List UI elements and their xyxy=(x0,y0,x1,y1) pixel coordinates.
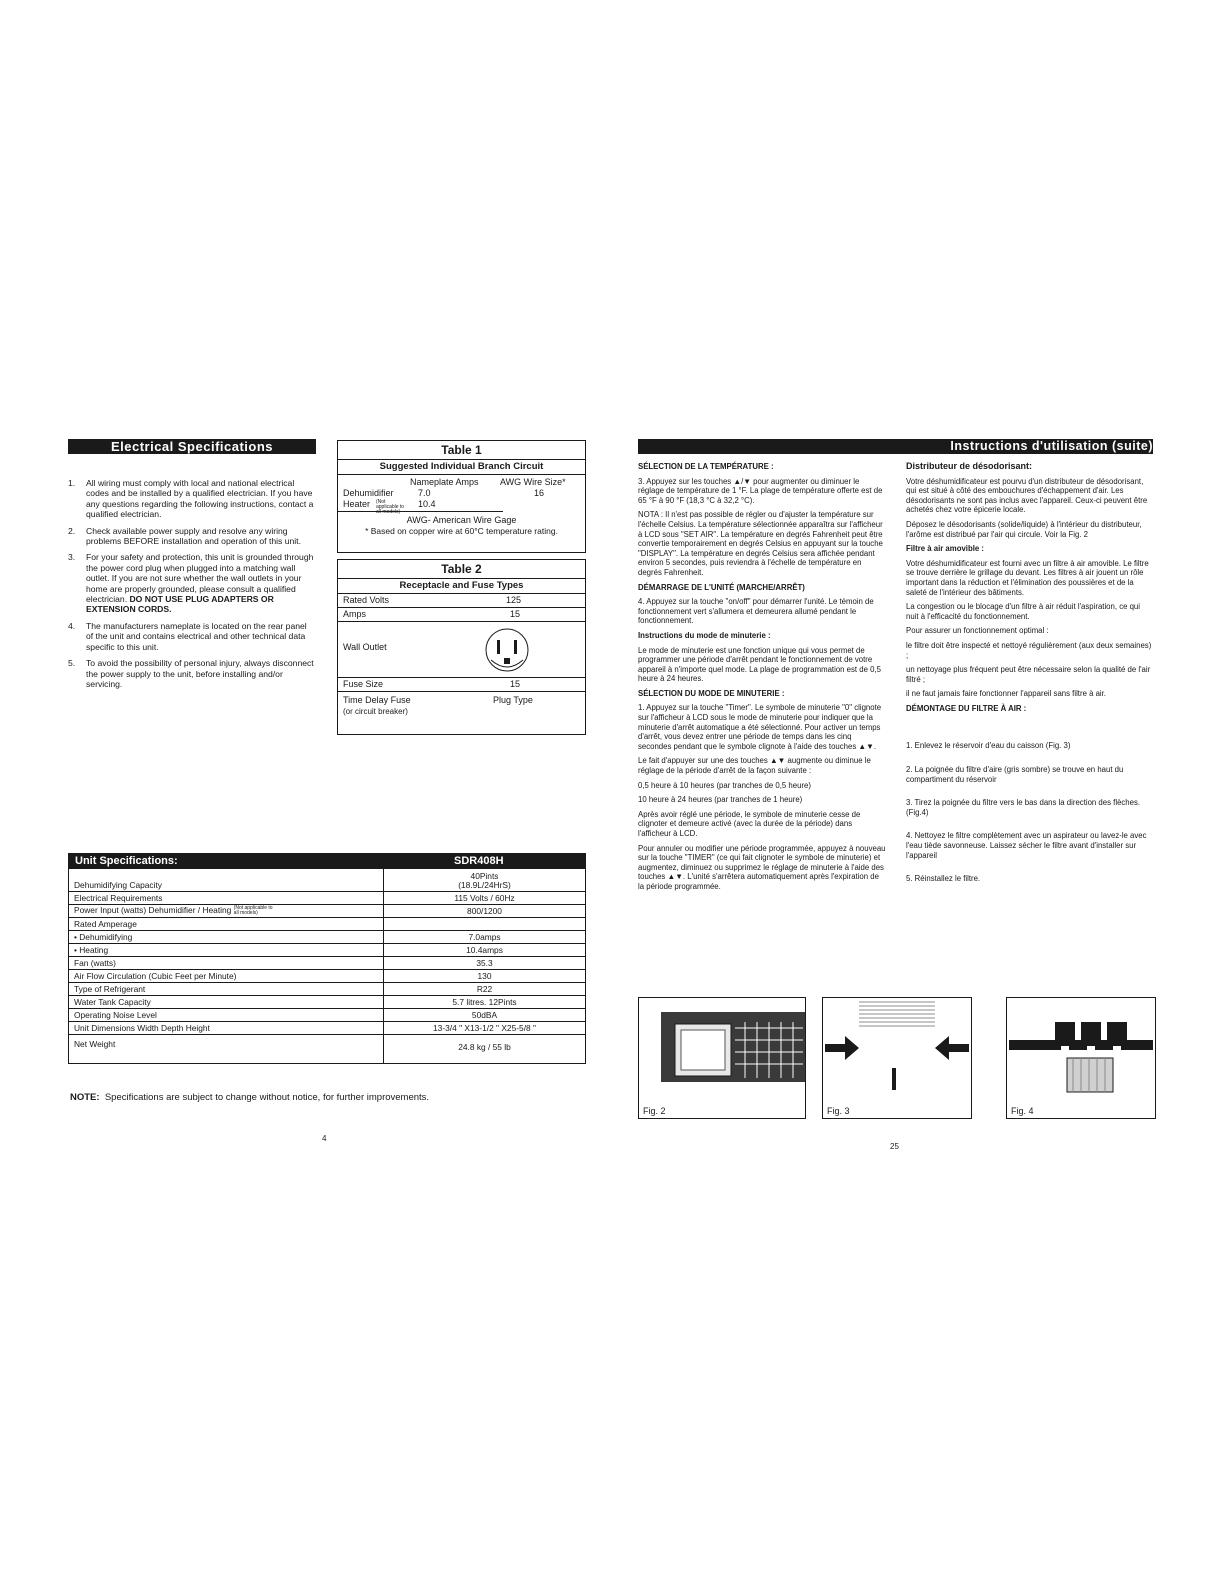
table-row: Water Tank Capacity 5.7 litres. 12Pints xyxy=(69,995,585,1008)
table-1-footnote-awg: AWG- American Wire Gage xyxy=(406,515,517,525)
table-row: Rated Amperage xyxy=(69,917,585,930)
table-row: Air Flow Circulation (Cubic Feet per Minute) 130 xyxy=(69,969,585,982)
figure-2 xyxy=(638,997,806,1119)
list-item: 1. All wiring must comply with local and national electrical codes and be installed by a qualified electrician. If you have any questions regarding the following instructions, contact a qualified electrician. xyxy=(68,478,314,520)
deodorant-dispenser-illustration xyxy=(639,998,805,1098)
table-row: Rated Volts 125 xyxy=(338,594,585,608)
table-row: • Heating 10.4amps xyxy=(69,943,585,956)
table-2-title: Table 2 xyxy=(338,560,585,579)
table-row: Unit Dimensions Width Depth Height 13-3/4 " X13-1/2 " X25-5/8 " xyxy=(69,1021,585,1034)
table-row: Fuse Size 15 xyxy=(338,678,585,692)
table-row: Power Input (watts) Dehumidifier / Heating (Not applicable to all models) 800/1200 xyxy=(69,904,585,917)
figure-3 xyxy=(822,997,972,1119)
list-item: 5. To avoid the possibility of personal injury, always disconnect the power supply to the unit, before installing and/or servicing. xyxy=(68,658,314,689)
figure-2-label: Fig. 2 xyxy=(643,1106,666,1116)
water-tank-removal-illustration xyxy=(823,998,971,1098)
list-item: 4. The manufacturers nameplate is located on the rear panel of the unit and contains electrical and other technical data specific to this unit. xyxy=(68,620,307,652)
table-row: Heater (Not applicable to all models) 10.4 xyxy=(338,499,503,512)
table-1-subtitle: Suggested Individual Branch Circuit xyxy=(338,460,585,475)
list-item: 2. Check available power supply and resolve any wiring problems BEFORE installation and operation of this unit. xyxy=(68,525,301,547)
table-1 xyxy=(337,440,586,553)
table-row: • Dehumidifying 7.0amps xyxy=(69,930,585,943)
instructions-column-2: Distributeur de désodorisant: Votre déshumidificateur est pourvu d'un distributeur de désodorisant, qui est situé à côté des embouchures d'échappement d'air. Les désodorisants ne sont pas inclus avec l'appareil. Ceux-ci peuvent être achetés chez votre épicerie locale. Déposez le désodorisants (solide/liquide) à l'intérieur du distributeur, l'arôme est distribué par l'air qui circule. Voir la Fig. 2 Filtre à air amovible : Votre déshumidificateur est fourni avec un filtre à air amovible. Le filtre se trouve derrière le grillage du devant. Les filtres à air jouent un rôle important dans la réduction et l'élimination des poussières et de la saleté de l'intérieur des bâtiments. La congestion ou le blocage d'un filtre à air réduit l'aspiration, ce qui nuit à l'efficacité du fonctionnement. Pour assurer un fonctionnement optimal : le filtre doit être inspecté et nettoyé régulièrement (aux deux semaines) ; un nettoyage plus fréquent peut être nécessaire selon la qualité de l'air filtré ; il ne faut jamais faire fonctionner l'appareil sans filtre à air. DÉMONTAGE DU FILTRE À AIR : 1. Enlevez le réservoir d'eau du caisson (Fig. 3) 2. La poignée du filtre d'aire (gris sombre) se trouve en haut du compartiment du réservoir 3. Tirez la poignée du filtre vers le bas dans la direction des flèches. (Fig.4) 4. Nettoyez le filtre complètement avec un aspirateur ou lavez-le avec l'eau tiède savonneuse. Laissez sécher le filtre avant d'installer sur l'appareil 5. Réinstallez le filtre. xyxy=(906,461,1152,884)
table-row: Type of Refrigerant R22 xyxy=(69,982,585,995)
table-row: Net Weight 24.8 kg / 55 lb xyxy=(69,1034,585,1063)
table-1-footnote-copper: * Based on copper wire at 60°C temperature rating. xyxy=(365,526,558,536)
table-row: Wall Outlet xyxy=(338,622,585,678)
page-number-right: 25 xyxy=(890,1142,899,1151)
table-1-header: Nameplate Amps AWG Wire Size* xyxy=(410,477,566,487)
unit-specifications-table xyxy=(68,853,586,1064)
figure-4-label: Fig. 4 xyxy=(1011,1106,1034,1116)
unit-specifications-header: Unit Specifications: SDR408H xyxy=(69,854,585,868)
electrical-specs-list xyxy=(68,478,316,695)
wall-outlet-icon xyxy=(483,626,531,677)
table-row: Operating Noise Level 50dBA xyxy=(69,1008,585,1021)
page-number-left: 4 xyxy=(322,1134,327,1143)
electrical-specs-title: Electrical Specifications xyxy=(68,439,316,454)
list-item: 3. For your safety and protection, this unit is grounded through the power cord plug when plugged into a matching wall outlet. If you are not sure whether the wall outlets in your home are properly grounded, please consult a qualified electrician. DO NOT USE PLUG ADAPTERS OR EXTENSION CORDS. xyxy=(68,552,314,615)
table-row: Amps 15 xyxy=(338,608,585,622)
table-row: Dehumidifier 7.0 16 xyxy=(343,488,545,498)
table-row: Time Delay Fuse (or circuit breaker) Plug Type xyxy=(343,695,533,716)
table-row: Fan (watts) 35.3 xyxy=(69,956,585,969)
table-row: Electrical Requirements 115 Volts / 60Hz xyxy=(69,891,585,904)
table-2 xyxy=(337,559,586,735)
figure-4 xyxy=(1006,997,1156,1119)
figure-3-label: Fig. 3 xyxy=(827,1106,850,1116)
table-1-title: Table 1 xyxy=(338,441,585,460)
table-row: Dehumidifying Capacity 40Pints (18.9L/24HrS) xyxy=(69,868,585,891)
filter-removal-illustration xyxy=(1007,998,1155,1098)
specifications-note: NOTE: Specifications are subject to change without notice, for further improvements. xyxy=(70,1092,430,1103)
instructions-column-1: SÉLECTION DE LA TEMPÉRATURE : 3. Appuyez sur les touches ▲/▼ pour augmenter ou diminuer le réglage de température de 1 °F. La plage de température offerte est de 65 °F à 90 °F (18,3 °C à 32,2 °C). NOTA : Il n'est pas possible de régler ou d'ajuster la température sur l'échelle Celsius. La température sélectionnée apparaîtra sur l'afficheur à LCD sous "SET AIR". La température en degrés Fahrenheit peut être convertie temporairement en degrés Celsius en appuyant sur la touche "DISPLAY". La température en degrés Celsius sera affichée pendant environ 5 secondes, puis reviendra à l'échelle de température en degrés Fahrenheit. DÉMARRAGE DE L'UNITÉ (MARCHE/ARRÊT) 4. Appuyez sur la touche "on/off" pour démarrer l'unité. Le témoin de fonctionnement vert s'allumera et demeurera allumé pendant le fonctionnement. Instructions du mode de minuterie : Le mode de minuterie est une fonction unique qui vous permet de programmer une période d'arrêt pendant le fonctionnement de votre appareil à n'importe quel mode. La plage de programmation est de 0,5 heure à 24 heures. SÉLECTION DU MODE DE MINUTERIE : 1. Appuyez sur la touche "Timer". Le symbole de minuterie "0" clignote sur l'afficheur à LCD sous le mode de minuterie pour indiquer que la minuterie d'arrêt automatique a été sélectionné. Pour activer un temps d'arrêt, vous devez entrer une période de temps dans les cinq secondes pendant que le symbole clignote à l'aide des touches ▲▼. Le fait d'appuyer sur une des touches ▲▼ augmente ou diminue le réglage de la période d'arrêt de la façon suivante : 0,5 heure à 10 heures (par tranches de 0,5 heure) 10 heure à 24 heures (par tranches de 1 heure) Après avoir réglé une période, le symbole de minuterie cesse de clignoter et demeure activé (avec la durée de la période) dans l'afficheur à LCD. Pour annuler ou modifier une période programmée, appuyez à nouveau sur la touche "TIMER" (ce qui fait clignoter le symbole de minuterie) et augmentez, diminuez ou supprimez le réglage de minuterie à l'aide des touches ▲▼. L'unité s'arrêtera automatiquement après l'expiration de la période programmée. xyxy=(638,462,886,891)
instructions-title: Instructions d'utilisation (suite) xyxy=(638,439,1153,454)
table-2-subtitle: Receptacle and Fuse Types xyxy=(338,579,585,594)
